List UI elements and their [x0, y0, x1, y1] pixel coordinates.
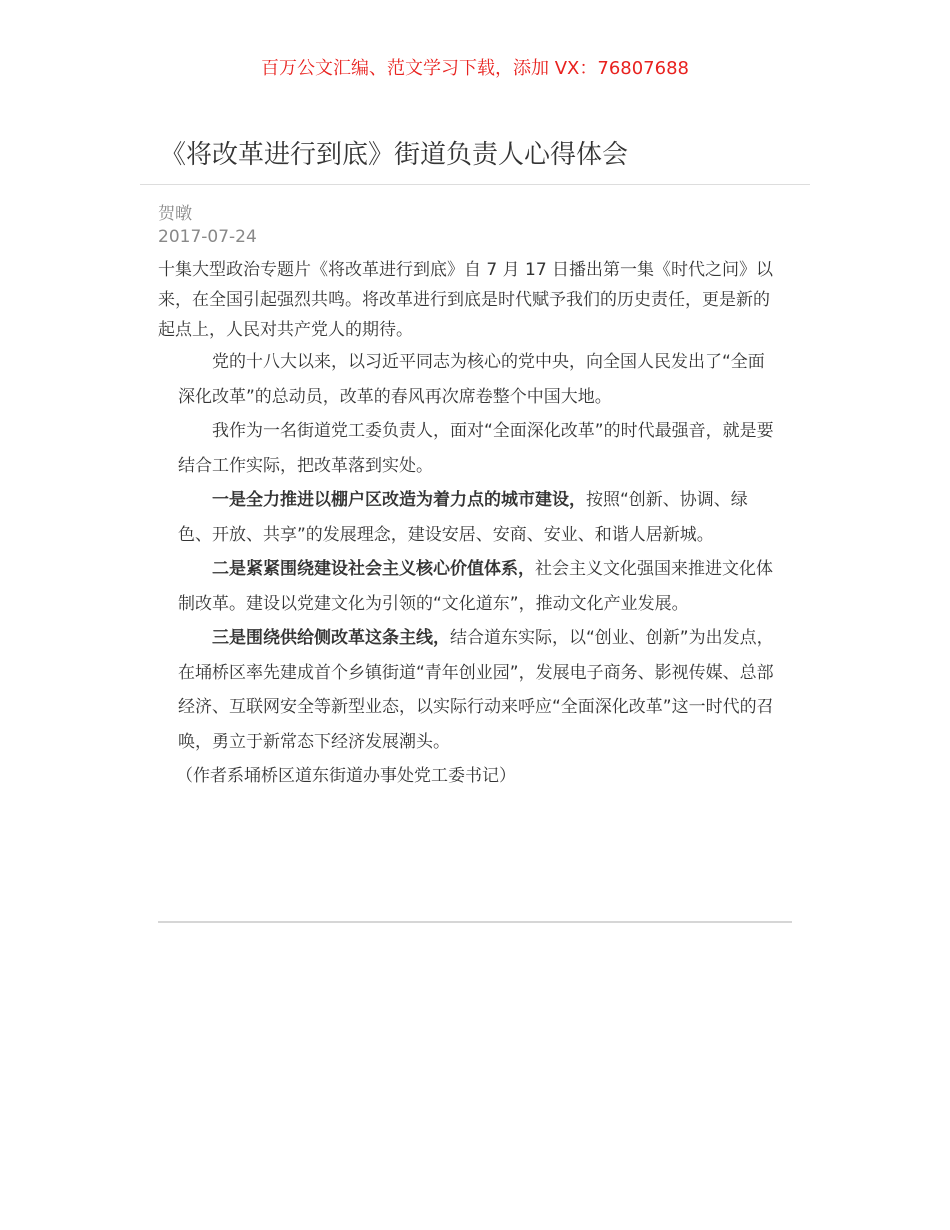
author-note: （作者系埇桥区道东街道办事处党工委书记）	[176, 766, 516, 786]
paragraph-lead: 二是紧紧围绕建设社会主义核心价值体系，	[212, 559, 535, 579]
paragraph	[178, 552, 776, 621]
paragraph	[178, 345, 776, 414]
paragraph-text: 社会主义文化强国来推进文化体制改革。建设以党建文化为引领的“文化道东”，推动文化产业发展。	[178, 559, 773, 614]
promo-banner: 百万公文汇编、范文学习下载，添加 VX：76807688	[261, 58, 689, 79]
footer-divider	[158, 921, 792, 923]
paragraph-text: 按照“创新、协调、绿色、开放、共享”的发展理念，建设安居、安商、安业、和谐人居新城。	[178, 490, 748, 545]
title-divider	[140, 184, 810, 185]
article-title: 《将改革进行到底》街道负责人心得体会	[160, 140, 629, 170]
article-body	[178, 345, 776, 794]
paragraph-text: 我作为一名街道党工委负责人，面对“全面深化改革”的时代最强音，就是要结合工作实际，把改革落到实处。	[178, 421, 774, 476]
paragraph-lead: 三是围绕供给侧改革这条主线，	[212, 628, 450, 648]
paragraph	[178, 621, 776, 759]
paragraph-text: 党的十八大以来，以习近平同志为核心的党中央，向全国人民发出了“全面深化改革”的总动员，改革的春风再次席卷整个中国大地。	[178, 352, 765, 407]
article-author: 贺暾	[158, 204, 192, 224]
paragraph	[178, 483, 776, 552]
article-date: 2017-07-24	[158, 227, 257, 247]
paragraph-text: 结合道东实际，以“创业、创新”为出发点，在埇桥区率先建成首个乡镇街道“青年创业园”，发展电子商务、影视传媒、总部经济、互联网安全等新型业态，以实际行动来呼应“全面深化改革”这一时代的召唤，勇立于新常态下经济发展潮头。	[178, 628, 774, 752]
paragraph	[178, 414, 776, 483]
paragraph-lead: 一是全力推进以棚户区改造为着力点的城市建设，	[212, 490, 586, 510]
article-intro: 十集大型政治专题片《将改革进行到底》自 7 月 17 日播出第一集《时代之问》以来，在全国引起强烈共鸣。将改革进行到底是时代赋予我们的历史责任，更是新的起点上，人民对共产党人的期待。	[158, 260, 774, 340]
